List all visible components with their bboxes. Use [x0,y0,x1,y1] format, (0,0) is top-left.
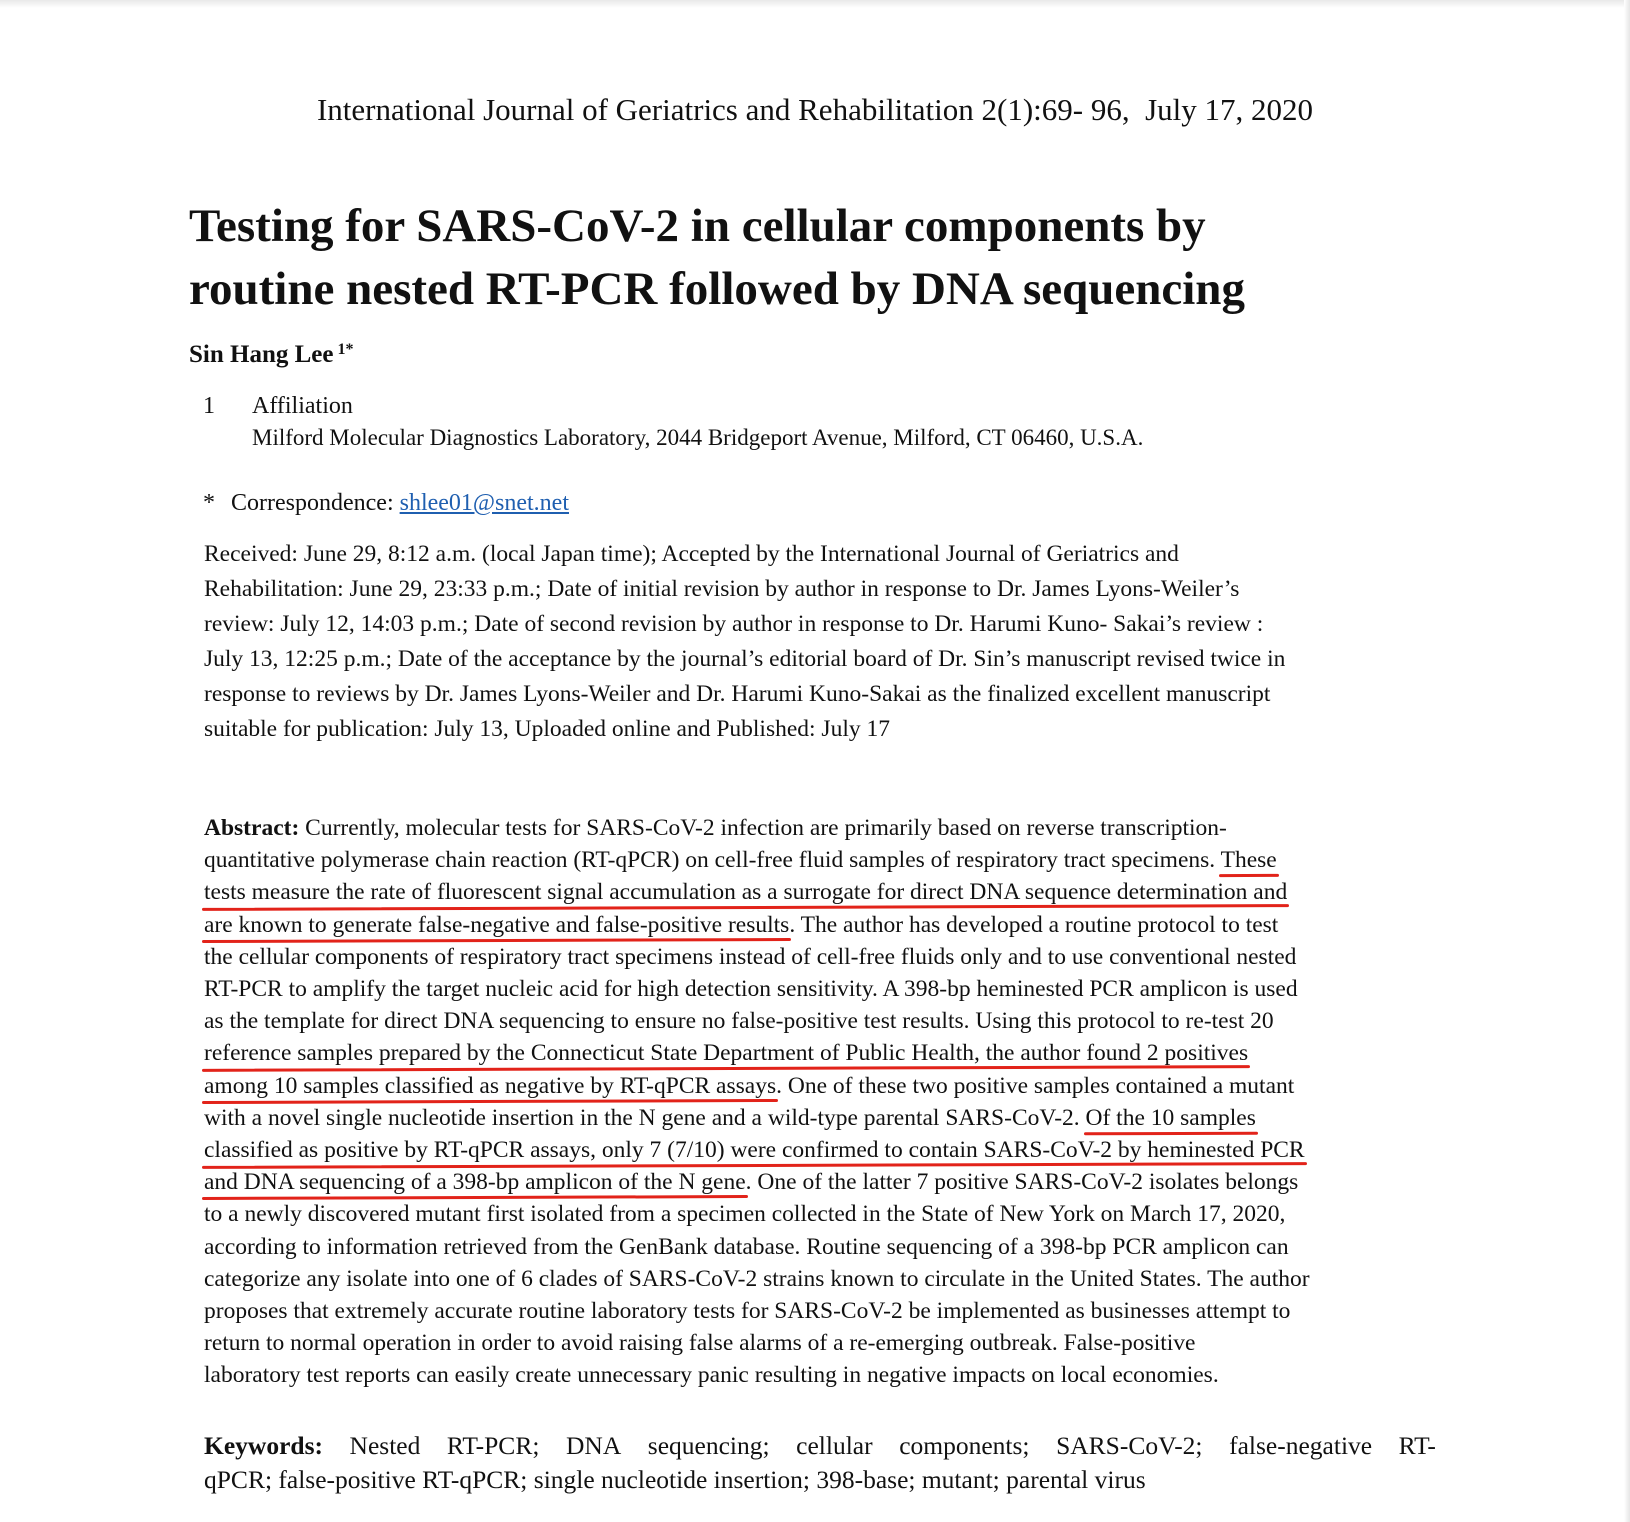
abstract [204,812,1449,1392]
keywords-line: qPCR; false-positive RT-qPCR; single nucleotide insertion; 398-base; mutant; parental virus [204,1465,1146,1494]
abstract-text: return to normal operation in order to avoid raising false alarms of a re-emerging outbreak. False-positive [204,1330,1196,1357]
history-line: Received: June 29, 8:12 a.m. (local Japan time); Accepted by the International Journal of Geriatrics and [204,541,1179,567]
abstract-text: . One of the latter 7 positive SARS-CoV-2 isolates belongs [745,1169,1299,1196]
scan-edge-right [1624,0,1630,1522]
author-marker: 1* [337,341,354,358]
paper-title [189,195,1509,321]
correspondence-label: Correspondence: [231,490,394,516]
history-line: review: July 12, 14:03 p.m.; Date of second revision by author in response to Dr. Harumi Kuno- Sakai’s review : [204,611,1264,637]
abstract-line [204,973,1449,1005]
abstract-text: categorize any isolate into one of 6 clades of SARS-CoV-2 strains known to circulate in the United States. The author [204,1265,1310,1292]
abstract-text: laboratory test reports can easily create unnecessary panic resulting in negative impacts on local economies. [204,1362,1219,1389]
keyword-word: sequencing; [647,1431,770,1460]
abstract-text: Currently, molecular tests for SARS-CoV-2 infection are primarily based on reverse transcription- [299,815,1227,841]
highlighted-text: Of the 10 samples [1085,1104,1256,1131]
scan-edge-top [0,0,1630,8]
keyword-word: RT-PCR; [446,1431,540,1460]
correspondence-email-link[interactable]: shlee01@snet.net [399,490,570,516]
affiliation-label: Affiliation [252,393,353,419]
abstract-line [204,1327,1449,1359]
abstract-text: according to information retrieved from the GenBank database. Routine sequencing of a 398-bp PCR amplicon can [204,1233,1289,1260]
abstract-line [204,1166,1449,1198]
history-line: suitable for publication: July 13, Uploaded online and Published: July 17 [204,716,890,742]
keyword-word: DNA [565,1431,622,1460]
abstract-line [204,1102,1449,1134]
abstract-line [204,1005,1449,1037]
abstract-line [204,1359,1449,1391]
abstract-text: quantitative polymerase chain reaction (RT-qPCR) on cell-free fluid samples of respiratory tract specimens. [204,847,1221,874]
abstract-text: proposes that extremely accurate routine laboratory tests for SARS-CoV-2 be implemented as businesses attempt to [204,1298,1291,1325]
keyword-word: RT- [1398,1431,1436,1460]
abstract-line [204,1134,1449,1166]
abstract-line [204,844,1449,876]
keywords-line [204,1429,1436,1463]
highlighted-text: classified as positive by RT-qPCR assays, only 7 (7/10) were confirmed to contain SARS-CoV-2 by heminested PCR [204,1137,1305,1164]
correspondence-star: * [203,490,215,516]
history-line: July 13, 12:25 p.m.; Date of the acceptance by the journal’s editorial board of Dr. Sin’s manuscript revised twice in [204,646,1286,672]
abstract-line [204,1295,1449,1327]
keyword-word: SARS-CoV-2; [1056,1431,1203,1460]
keyword-word: Nested [349,1431,421,1460]
abstract-line [204,812,1449,844]
author-name: Sin Hang Lee [189,341,334,368]
author-line [189,341,353,369]
keywords-label: Keywords: [204,1431,323,1460]
abstract-line [204,1231,1449,1263]
abstract-line [204,909,1449,941]
affiliation-number: 1 [203,393,215,419]
paper-title-line: routine nested RT-PCR followed by DNA sequencing [189,263,1245,315]
abstract-line [204,1263,1449,1295]
highlighted-text: reference samples prepared by the Connecticut State Department of Public Health, the author found 2 positives [204,1040,1249,1067]
keyword-word: cellular [796,1431,873,1460]
history-line: Rehabilitation: June 29, 23:33 p.m.; Date of initial revision by author in response to Dr. James Lyons-Weiler’s [204,576,1240,602]
abstract-text: with a novel single nucleotide insertion in the N gene and a wild-type parental SARS-CoV-2. [204,1104,1086,1131]
keyword-word: false-negative [1229,1431,1373,1460]
highlighted-text: among 10 samples classified as negative by RT-qPCR assays [204,1072,777,1099]
abstract-line [204,876,1449,908]
highlighted-text: tests measure the rate of fluorescent signal accumulation as a surrogate for direct DNA sequence determination and [204,879,1288,906]
paper-title-line: Testing for SARS-CoV-2 in cellular components by [189,200,1206,252]
abstract-text: the cellular components of respiratory tract specimens instead of cell-free fluids only and to use conventional nested [204,943,1297,970]
abstract-line [204,1198,1449,1230]
keywords [204,1429,1436,1497]
keyword-word: components; [899,1431,1030,1460]
correspondence [203,490,569,517]
abstract-text: as the template for direct DNA sequencing to ensure no false-positive test results. Using this protocol to re-test 20 [204,1008,1274,1035]
journal-header: International Journal of Geriatrics and Rehabilitation 2(1):69- 96, July 17, 2020 [316,92,1314,127]
abstract-line [204,941,1449,973]
affiliation-text: Milford Molecular Diagnostics Laboratory, 2044 Bridgeport Avenue, Milford, CT 06460, U.S.A. [252,425,1144,450]
highlighted-text: and DNA sequencing of a 398-bp amplicon of the N gene [204,1169,746,1196]
abstract-text: RT-PCR to amplify the target nucleic acid for high detection sensitivity. A 398-bp heminested PCR amplicon is used [204,976,1298,1003]
abstract-text: . One of these two positive samples contained a mutant [776,1072,1295,1099]
abstract-text: . The author has developed a routine protocol to test [789,911,1279,938]
abstract-label: Abstract: [204,815,300,841]
abstract-line [204,1070,1449,1102]
abstract-line [204,1037,1449,1069]
publication-history [204,537,1444,747]
highlighted-text: are known to generate false-negative and false-positive results [204,911,790,938]
abstract-text: to a newly discovered mutant first isolated from a specimen collected in the State of New York on March 17, 2020, [204,1201,1286,1228]
highlighted-text: These [1220,847,1277,874]
history-line: response to reviews by Dr. James Lyons-Weiler and Dr. Harumi Kuno-Sakai as the finalized excellent manuscript [204,681,1271,707]
